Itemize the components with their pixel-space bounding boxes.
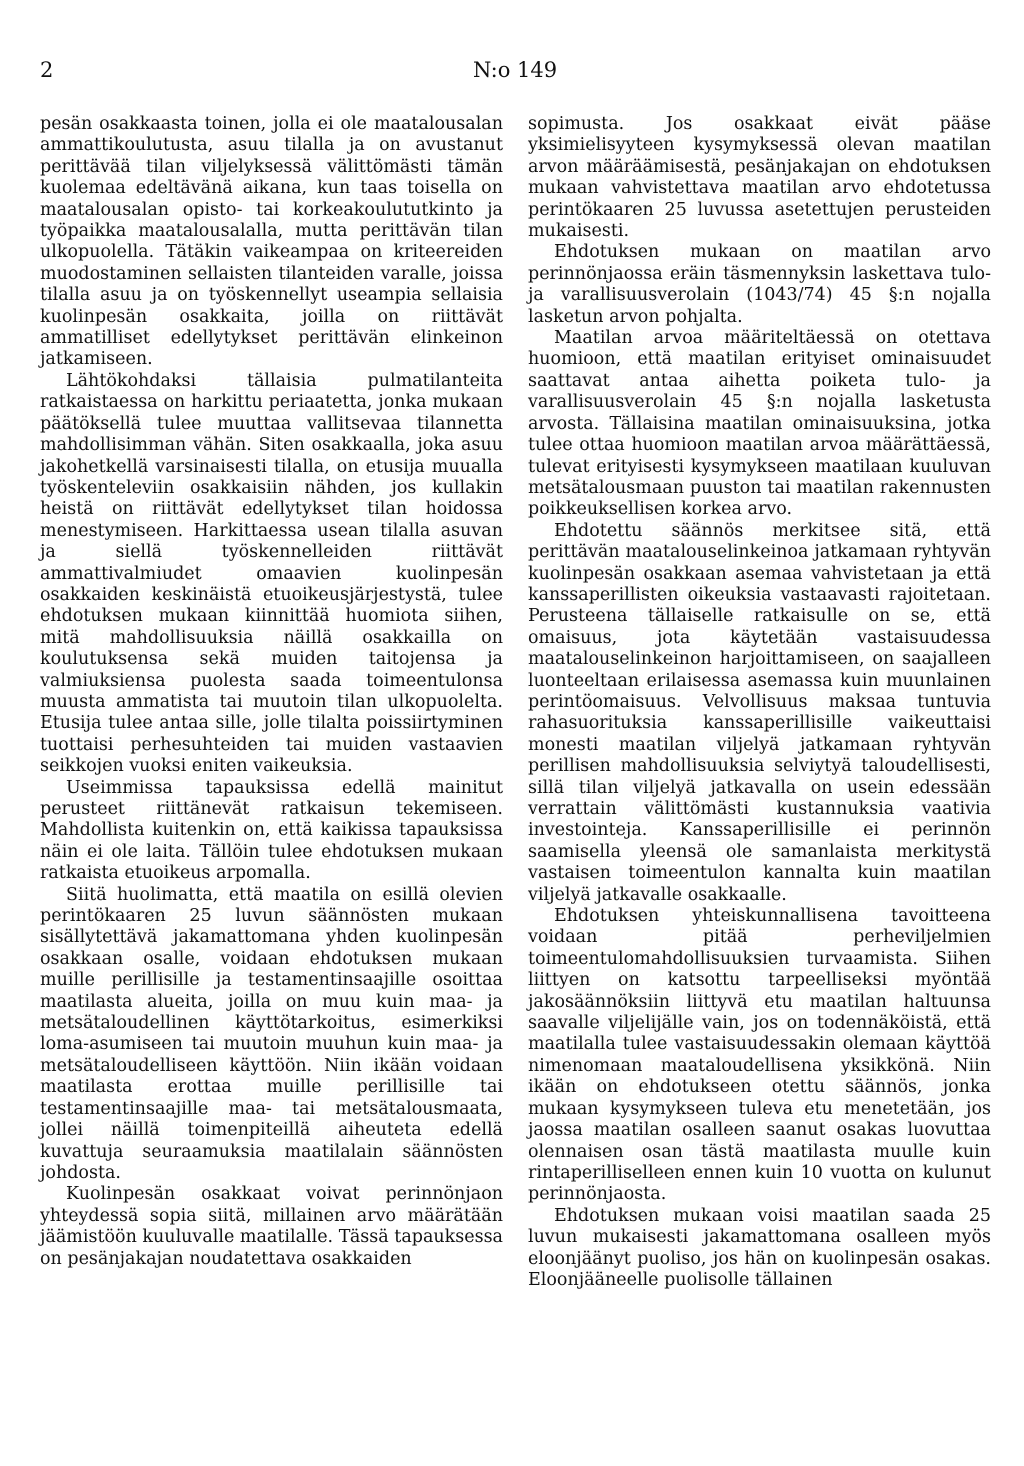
paragraph: pesän osakkaasta toinen, jolla ei ole maatalousalan ammattikoulutusta, asuu tilalla ja on avustanut perittävää tilan viljelyksessä välittömästi tämän kuolemaa edeltävänä aikana, kun taas toisella on maatalousalan opisto- tai korkeakoulututkinto ja työpaikka maatalousalalla, mutta perittävän tilan ulkopuolella. Tätäkin vaikeampaa on kriteereiden muodostaminen sellaisten tilanteiden varalle, joissa tilalla asuu ja on työskennellyt useampia sellaisia kuolinpesän osakkaita, joilla on riittävät ammatilliset edellytykset perittävän elinkeinon jatkamiseen. — [40, 114, 503, 370]
paragraph: Ehdotuksen mukaan voisi maatilan saada 25 luvun mukaisesti jakamattomana osalleen myös eloonjäänyt puoliso, jos hän on kuolinpesän osakas. Eloonjääneelle puolisolle tällainen — [528, 1205, 991, 1290]
paragraph: Ehdotettu säännös merkitsee sitä, että perittävän maatalouselinkeinoa jatkamaan ryhtyvän kuolinpesän osakkaan asemaa vahvistetaan ja että kanssaperillisten oikeuksia vastaavasti rajoitetaan. Perusteena tällaiselle ratkaisulle on se, että omaisuus, jota käytetään vastaisuudessa maatalouselinkeinon harjoittamiseen, on saajalleen luonteeltaan erilaisessa asemassa kuin muunlainen perintöomaisuus. Velvollisuus maksaa tuntuvia rahasuorituksia kanssaperillisille vaikeuttaisi monesti maatilan viljelyä jatkamaan ryhtyvän perillisen mahdollisuuksia selviytyä taloudellisesti, sillä tilan viljelyä jatkavalla on usein edessään verrattain välittömästi kustannuksia vaativia investointeja. Kanssaperillisille ei perinnön saamisella yleensä ole samanlaista merkitystä vastaisen toimeentulon kannalta kuin maatilan viljelyä jatkavalle osakkaalle. — [528, 520, 991, 905]
left-column — [40, 114, 503, 1270]
page-header — [0, 58, 1024, 88]
paragraph: Kuolinpesän osakkaat voivat perinnönjaon yhteydessä sopia siitä, millainen arvo määrätään jäämistöön kuuluvalle maatilalle. Tässä tapauksessa on pesänjakajan noudatettava osakkaiden — [40, 1184, 503, 1269]
paragraph: Maatilan arvoa määriteltäessä on otettava huomioon, että maatilan erityiset ominaisuudet saattavat antaa aihetta poiketa tulo- ja varallisuusverolain 45 §:n nojalla lasketusta arvosta. Tällaisina maatilan ominaisuuksina, jotka tulee ottaa huomioon maatilan arvoa määrättäessä, tulevat erityisesti kysymykseen maatilaan kuuluvan metsätalousmaan puuston tai maatilan rakennusten poikkeuksellisen korkea arvo. — [528, 328, 991, 520]
paragraph: Siitä huolimatta, että maatila on esillä olevien perintökaaren 25 luvun säännösten mukaan sisällytettävä jakamattomana yhden kuolinpesän osakkaan osalle, voidaan ehdotuksen mukaan muille perillisille ja testamentinsaajille osoittaa maatilasta alueita, joilla on muu kuin maa- ja metsätaloudellinen käyttötarkoitus, esimerkiksi loma-asumiseen tai muutoin muuhun kuin maa- ja metsätaloudelliseen käyttöön. Niin ikään voidaan maatilasta erottaa muille perillisille tai testamentinsaajille maa- tai metsätalousmaata, jollei näillä toimenpiteillä aiheuteta edellä kuvattuja seuraamuksia maatilalain säännösten johdosta. — [40, 884, 503, 1183]
paragraph: Lähtökohdaksi tällaisia pulmatilanteita ratkaistaessa on harkittu periaatetta, jonka mukaan päätöksellä tulee muuttaa vallitsevaa tilannetta mahdollisimman vähän. Siten osakkaalla, joka asuu jakohetkellä varsinaisesti tilalla, on etusija muualla työskenteleviin osakkaisiin nähden, jos kullakin heistä on riittävät edellytykset tilan hoidossa menestymiseen. Harkittaessa usean tilalla asuvan ja siellä työskennelleiden riittävät ammattivalmiudet omaavien kuolinpesän osakkaiden keskinäistä etuoikeusjärjestystä, tulee ehdotuksen mukaan kiinnittää huomiota siihen, mitä mahdollisuuksia näillä osakkailla on koulutuksensa sekä muiden taitojensa ja valmiuksiensa puolesta saada toimeentulonsa muusta ammatista tai muutoin tilan ulkopuolelta. Etusija tulee antaa sille, jolle tilalta poissiirtyminen tuottaisi perhesuhteiden tai muiden vastaavien seikkojen vuoksi eniten vaikeuksia. — [40, 370, 503, 777]
page-number: 2 — [40, 58, 54, 82]
paragraph: Ehdotuksen mukaan on maatilan arvo perinnönjaossa eräin täsmennyksin laskettava tulo- ja varallisuusverolain (1043/74) 45 §:n nojalla lasketun arvon pohjalta. — [528, 242, 991, 327]
paragraph: sopimusta. Jos osakkaat eivät pääse yksimielisyyteen kysymyksessä olevan maatilan arvon määräämisestä, pesänjakajan on ehdotuksen mukaan vahvistettava maatilan arvo ehdotetussa perintökaaren 25 luvussa asetettujen perusteiden mukaisesti. — [528, 114, 991, 242]
paragraph: Ehdotuksen yhteiskunnallisena tavoitteena voidaan pitää perheviljelmien toimeentulomahdollisuuksien turvaamista. Siihen liittyen on katsottu tarpeelliseksi myöntää jakosäännöksiin liittyvä etu maatilan haltuunsa saavalle viljelijälle vain, jos on todennäköistä, että maatilalla tulee vastaisuudessakin olemaan käyttöä nimenomaan maataloudellisena yksikkönä. Niin ikään on ehdotukseen otettu säännös, jonka mukaan kysymykseen tuleva etu menetetään, jos jaossa maatilan osalleen saanut osakas luovuttaa olennaisen osan tästä maatilasta muulle kuin rintaperilliselleen ennen kuin 10 vuotta on kulunut perinnönjaosta. — [528, 906, 991, 1205]
paragraph: Useimmissa tapauksissa edellä mainitut perusteet riittänevät ratkaisun tekemiseen. Mahdollista kuitenkin on, että kaikissa tapauksissa näin ei ole laita. Tällöin tulee ehdotuksen mukaan ratkaista etuoikeus arpomalla. — [40, 777, 503, 884]
right-column — [528, 114, 991, 1291]
document-number: N:o 149 — [473, 58, 558, 82]
